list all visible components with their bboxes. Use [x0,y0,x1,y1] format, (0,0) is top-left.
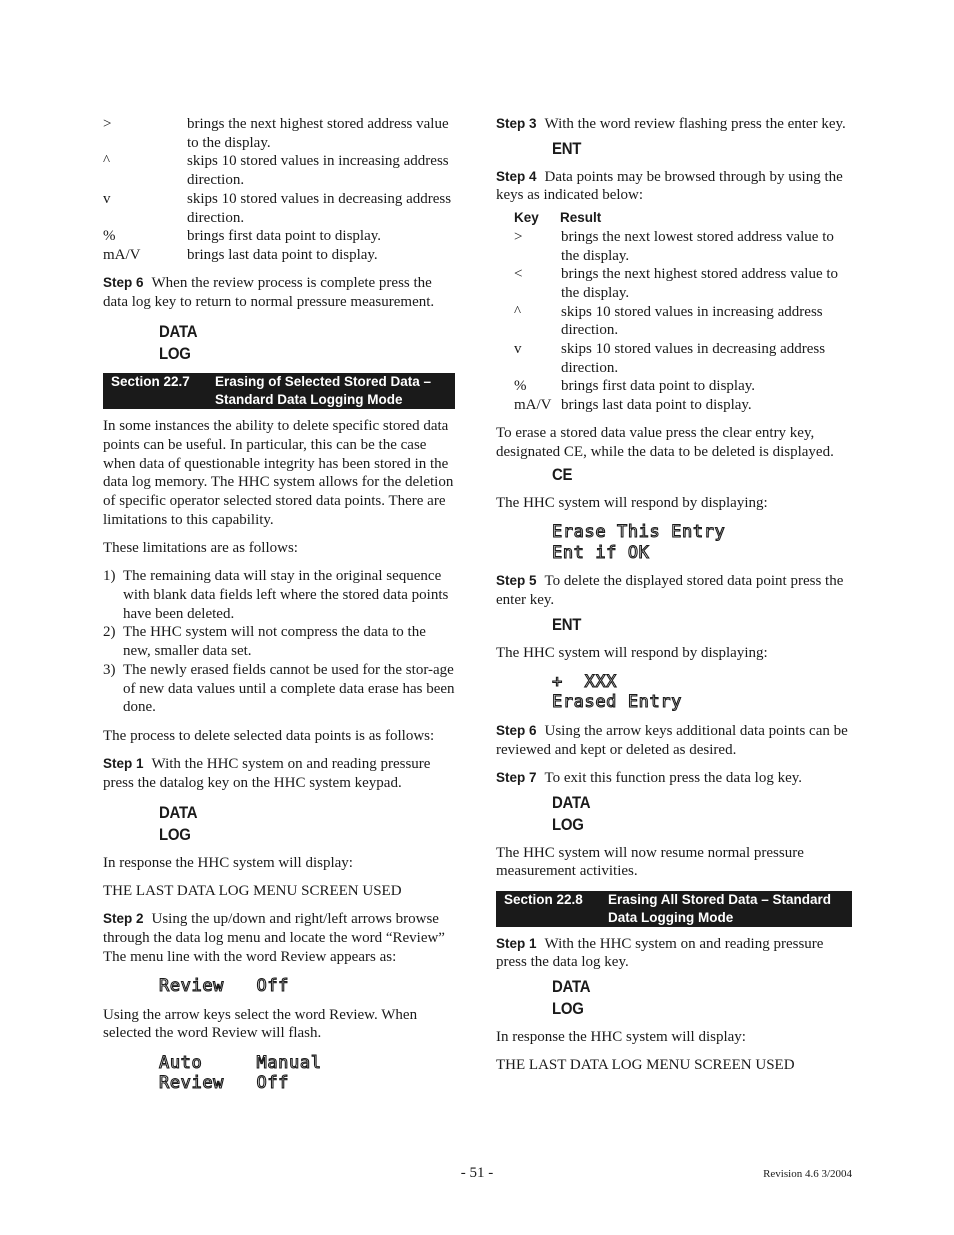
step-text: With the word review flashing press the enter key. [544,116,846,132]
list-text: The HHC system will not compress the data to the new, smaller data set. [123,624,426,660]
paragraph: To erase a stored data value press the clear entry key, designated CE, while the data to be deleted is displayed. [496,425,834,461]
list-item [103,661,455,717]
right-column [496,115,852,1085]
key-line: LOG [159,344,191,364]
step-paragraph [496,168,852,205]
list-text: The remaining data will stay in the original sequence with blank data fields left where the stored data points have been deleted. [123,568,449,622]
key-result: skips 10 stored values in increasing address direction. [561,303,823,339]
list-text: The newly erased fields cannot be used for the stor-age of new data values until a complete data erase has been done. [123,661,455,716]
section-header [496,891,852,927]
step-label: Step 5 [496,573,537,589]
step-text: Data points may be browsed through by using the keys as indicated below: [496,168,843,204]
key-symbol: mA/V [514,397,552,414]
paragraph: Using the arrow keys select the word Review. When selected the word Review will flash. [103,1006,418,1042]
key-line: CE [552,464,573,484]
paragraph: These limitations are as follows: [103,540,298,557]
key-line: DATA [552,976,591,996]
lcd-line: Review Off [159,1073,290,1094]
data-log-key [552,976,816,1020]
step-text: To exit this function press the data log key. [544,769,803,786]
revision-label: Revision 4.6 3/2004 [763,1168,852,1180]
page-number: - 51 - [460,1165,494,1181]
step-paragraph [103,274,455,311]
data-log-key [159,321,419,365]
key-symbol: < [514,266,523,283]
step-paragraph [103,910,455,966]
paragraph: In some instances the ability to delete specific stored data points can be useful. In particular, this can be the case when data of questionable integrity has been stored in the data log memory. The HHC system allows for the deletion of specific operator selected stored data points. There are limitations to this capability. [103,418,454,528]
step-label: Step 1 [103,755,144,771]
step-paragraph [496,935,852,972]
key-symbol: v [103,190,111,207]
key-row [496,303,852,340]
paragraph: In response the HHC system will display: [496,1028,746,1045]
key-line: DATA [552,792,591,812]
paragraph: The process to delete selected data points is as follows: [103,727,435,744]
lcd-display [552,522,852,563]
key-symbol: ^ [514,303,522,320]
limitations-list [103,567,455,717]
ce-key [552,464,816,486]
data-log-key [552,792,816,836]
section-number: Section 22.8 [504,891,583,907]
key-result: brings first data point to display. [187,228,382,245]
key-result: brings last data point to display. [561,397,752,414]
key-row [103,190,455,227]
key-result: skips 10 stored values in decreasing address direction. [187,190,452,226]
key-line: LOG [552,998,584,1018]
key-result: skips 10 stored values in decreasing address direction. [561,341,826,376]
key-symbol: mA/V [103,246,141,263]
key-line: ENT [552,138,582,158]
step-label: Step 2 [103,911,144,927]
section-number: Section 22.7 [111,374,190,390]
paragraph: THE LAST DATA LOG MENU SCREEN USED [103,883,402,900]
list-number: 1) [103,568,116,585]
key-result: brings the next lowest stored address value to the display. [561,228,834,264]
paragraph: THE LAST DATA LOG MENU SCREEN USED [496,1057,795,1074]
key-table-header [496,209,852,228]
step-paragraph [496,572,852,609]
key-line: DATA [159,322,198,342]
section-title: Erasing All Stored Data – Standard Data Logging Mode [608,891,832,925]
step-paragraph [496,769,852,788]
step-label: Step 1 [496,935,537,951]
lcd-line: Auto Manual [159,1052,322,1073]
paragraph: The HHC system will now resume normal pressure measurement activities. [496,844,804,880]
list-item [103,623,455,660]
lcd-display [552,672,852,713]
key-result: brings last data point to display. [187,246,378,263]
key-row [103,115,455,152]
key-symbol: ^ [103,153,111,170]
step-text: To delete the displayed stored data point press the enter key. [496,573,844,608]
key-row [103,246,455,265]
paragraph: The HHC system will respond by displaying: [496,644,768,661]
key-result: skips 10 stored values in increasing address direction. [187,153,449,189]
list-item [103,567,455,623]
section-title: Erasing of Selected Stored Data – Standard Data Logging Mode [215,374,432,408]
step-paragraph [103,755,455,792]
ent-key [552,614,816,636]
step-label: Step 7 [496,769,537,785]
result-header: Result [560,210,602,226]
list-number: 3) [103,661,116,678]
key-row [103,227,455,246]
step-label: Step 6 [103,275,144,291]
left-column [103,115,455,1103]
key-symbol: % [103,228,116,245]
lcd-line: Review Off [159,976,290,997]
key-list [496,228,852,415]
step-text: With the HHC system on and reading pressure press the data log key. [496,935,824,971]
key-symbol: v [514,341,522,358]
key-row [496,396,852,415]
key-line: LOG [552,814,584,834]
step-label: Step 6 [496,722,537,738]
step-text: When the review process is complete press the data log key to return to normal pressure measurement. [103,275,435,310]
key-list [103,115,455,265]
paragraph: In response the HHC system will display: [103,854,353,871]
lcd-line: Ent if OK [552,542,650,563]
key-row [496,340,852,377]
step-paragraph [496,722,852,759]
key-row [103,152,455,189]
key-line: DATA [159,802,198,822]
step-text: Using the up/down and right/left arrows browse through the data log menu and locate the word “Review” The menu line with the word Review appears as: [103,911,445,965]
paragraph: The HHC system will respond by displaying: [496,494,768,511]
key-row [496,265,852,302]
key-symbol: > [514,228,523,245]
lcd-display [159,976,455,997]
lcd-display [159,1053,455,1094]
key-line: LOG [159,824,191,844]
lcd-line: Erased Entry [552,692,683,713]
lcd-line: + XXX [552,671,618,692]
step-text: With the HHC system on and reading pressure press the datalog key on the HHC system keypad. [103,755,431,791]
list-number: 2) [103,624,116,641]
key-result: brings the next highest stored address value to the display. [561,266,839,301]
step-label: Step 4 [496,168,537,184]
lcd-line: Erase This Entry [552,522,726,543]
step-paragraph [496,115,852,134]
key-symbol: % [514,378,527,395]
key-line: ENT [552,614,582,634]
key-symbol: > [103,116,112,132]
section-header [103,373,455,409]
key-row [496,228,852,265]
data-log-key [159,802,419,846]
key-row [496,377,852,396]
key-result: brings first data point to display. [561,378,756,395]
step-label: Step 3 [496,116,537,131]
ent-key [552,138,816,160]
step-text: Using the arrow keys additional data points can be reviewed and kept or deleted as desired. [496,722,848,758]
key-result: brings the next highest stored address value to the display. [187,116,449,151]
key-header: Key [514,210,539,226]
